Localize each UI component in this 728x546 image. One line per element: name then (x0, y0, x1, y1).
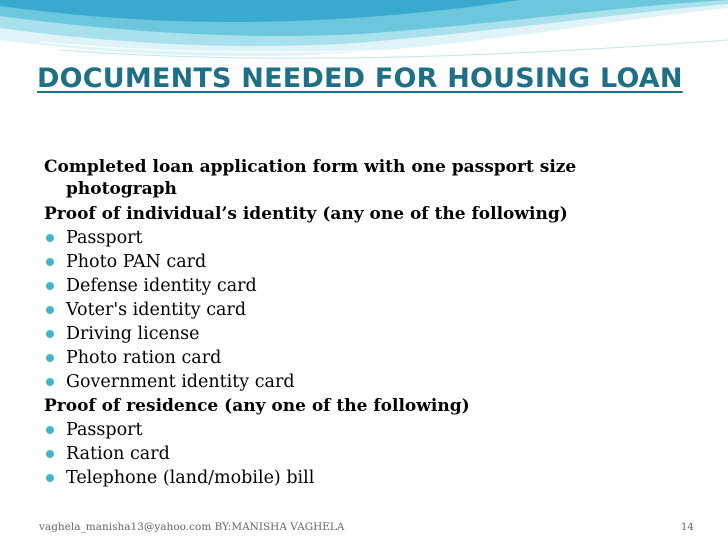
list-item-label: Defense identity card (66, 276, 257, 296)
list-item (44, 322, 684, 346)
list-item (44, 346, 684, 370)
bullet-icon (46, 306, 54, 314)
document-list (44, 156, 684, 490)
residence-proof-heading: Proof of residence (any one of the following) (44, 396, 470, 416)
list-item (44, 466, 684, 490)
bullet-icon (46, 258, 54, 266)
list-item-label: Passport (66, 228, 143, 248)
bullet-icon (46, 378, 54, 386)
list-item (44, 418, 684, 442)
identity-proof-heading: Proof of individual’s identity (any one of the following) (44, 204, 568, 224)
bullet-icon (46, 450, 54, 458)
list-item-label: Telephone (land/mobile) bill (66, 468, 315, 488)
list-item (44, 442, 684, 466)
footer-credit: vaghela_manisha13@yahoo.com BY:MANISHA VAGHELA (39, 521, 345, 533)
header-wave-decoration (0, 0, 728, 70)
list-item-label: Government identity card (66, 372, 295, 392)
application-form-heading: Completed loan application form with one passport size photograph (44, 157, 577, 199)
bullet-icon (46, 282, 54, 290)
list-item (44, 298, 684, 322)
list-item-label: Voter's identity card (66, 300, 247, 320)
list-item (44, 250, 684, 274)
bullet-icon (46, 474, 54, 482)
list-item-label: Driving license (66, 324, 200, 344)
list-item (44, 226, 684, 250)
list-item (44, 274, 684, 298)
list-item-label: Passport (66, 420, 143, 440)
bullet-icon (46, 330, 54, 338)
list-item (44, 370, 684, 394)
bullet-icon (46, 426, 54, 434)
bullet-icon (46, 354, 54, 362)
list-item-label: Photo PAN card (66, 252, 207, 272)
bullet-icon (46, 234, 54, 242)
list-item-label: Ration card (66, 444, 170, 464)
slide-title: DOCUMENTS NEEDED FOR HOUSING LOAN (37, 63, 683, 94)
list-item-label: Photo ration card (66, 348, 222, 368)
page-number: 14 (681, 522, 694, 533)
